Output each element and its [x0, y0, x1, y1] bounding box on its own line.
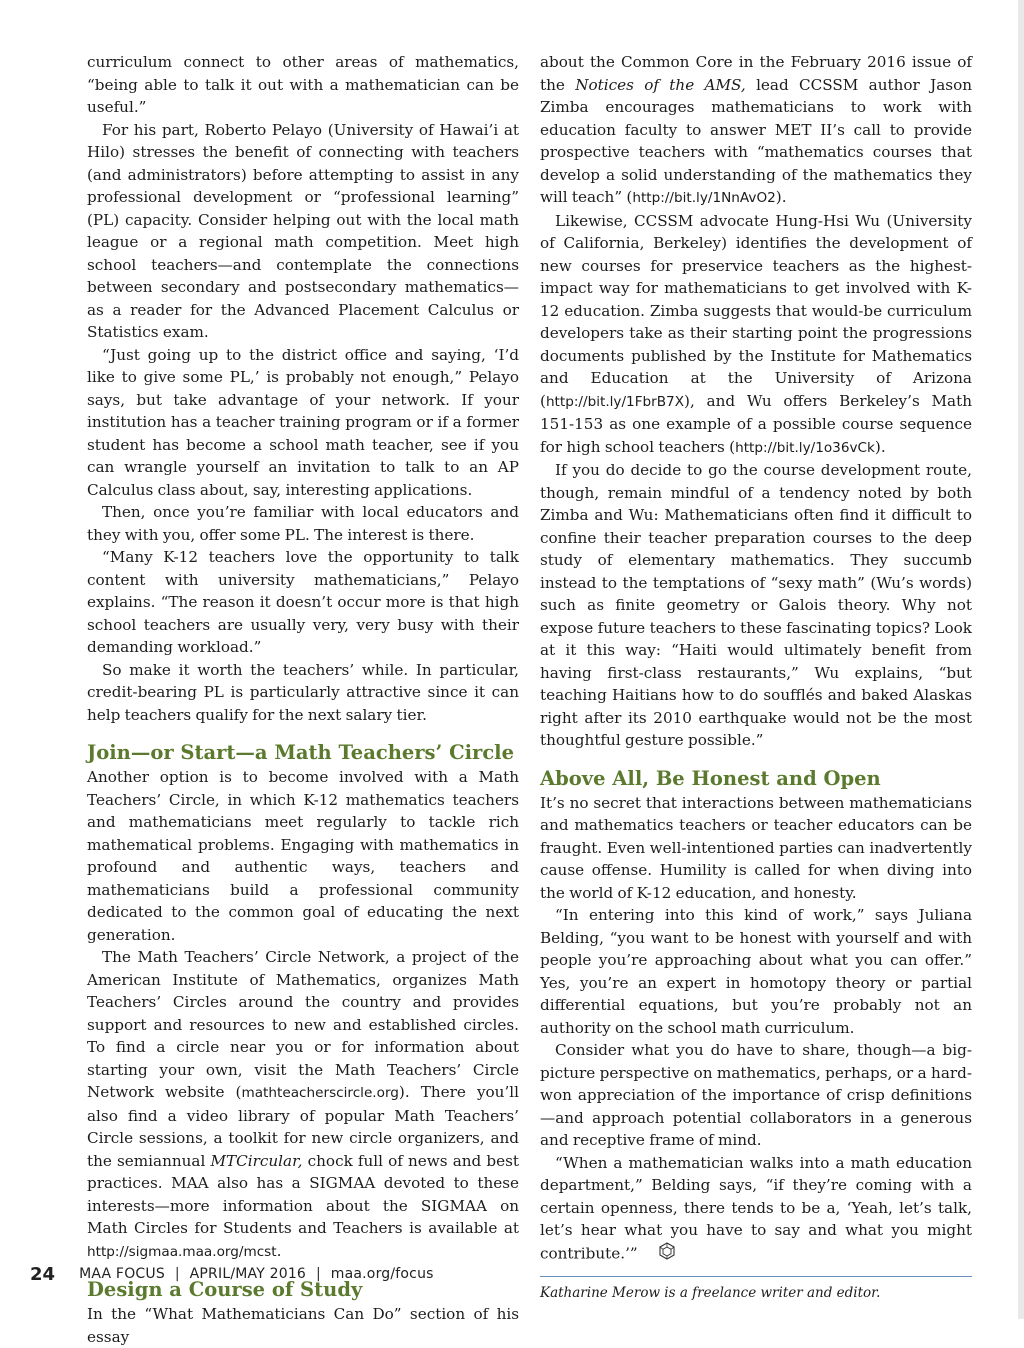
paragraph: “In entering into this kind of work,” says Juliana Belding, “you want to be honest with yourself and with people you’re approaching about what you can offer.” Yes, you’re an expert in homotopy theory or partial differential equations, but you’re probably not an authority on the school math curriculum.	[540, 906, 972, 1037]
page-number: 24	[30, 1263, 56, 1285]
paragraph: So make it worth the teachers’ while. In particular, credit-bearing PL is particularly attractive since it can help teachers qualify for the next salary tier.	[87, 660, 519, 724]
paragraph: If you do decide to go the course development route, though, remain mindful of a tendency noted by both Zimba and Wu: Mathematicians often find it difficult to confine their teacher preparation courses to the deep study of elementary mathematics. They succumb instead to the temptations of “sexy math” (Wu’s words) such as finite geometry or Galois theory. Why not expose future teachers to these fascinating topics? Look at it this way: “Haiti would ultimately benefit from having first-class restaurants,” Wu explains, “but teaching Haitians how to do soufflés and baked Alaskas right after its 2010 earthquake would not be the most thoughtful gesture possible.”	[540, 461, 972, 749]
text-span: The Math Teachers’ Circle Network, a project of the American Institute of Mathematics, organizes Math Teachers’ Circles around the country and provides support and resources to new and established circles. To find a circle near you or for information about starting your own, visit the Math Teachers’ Circle Network website (	[87, 948, 519, 1101]
paragraph: It’s no secret that interactions between mathematicians and mathematics teachers or teacher educators can be fraught. Even well-intentioned parties can inadvertently cause offense. Humility is called for when diving into the world of K-12 education, and honesty.	[540, 793, 972, 902]
paragraph: In the “What Mathematicians Can Do” section of his essay	[87, 1305, 519, 1346]
issue-date: APRIL/MAY 2016	[189, 1266, 307, 1282]
berkeley-course-link[interactable]: http://bit.ly/1o36vCk	[735, 439, 875, 456]
text-span: ). There you’ll also find a video library of popular Math Teachers’ Circle sessions, a toolkit for new circle organizers, and the semiannual	[87, 1083, 519, 1170]
left-column	[87, 51, 519, 1348]
paragraph	[540, 1152, 972, 1267]
text-span: ).	[775, 188, 787, 206]
met-ii-link[interactable]: http://bit.ly/1NnAvO2	[632, 190, 776, 206]
paragraph: curriculum connect to other areas of mathematics, “being able to talk it out with a mathematician can be useful.”	[87, 53, 519, 116]
paragraph: Another option is to become involved with a Math Teachers’ Circle, in which K-12 mathematics teachers and mathematicians meet regularly to tackle rich mathematical problems. Engaging with mathematics in profound and authentic ways, teachers and mathematicians build a professional community dedicated to the common goal of educating the next generation.	[87, 768, 519, 944]
progressions-link[interactable]: http://bit.ly/1FbrB7X	[545, 393, 685, 410]
paragraph: “Just going up to the district office and saying, ‘I’d like to give some PL,’ is probably not enough,” Pelayo says, but take advantage of your network. If your institution has a teacher training program or if a former student has become a school math teacher, see if you can wrangle yourself an invitation to talk to an AP Calculus class about, say, interesting applications.	[87, 345, 519, 499]
footer-separator: |	[174, 1266, 180, 1282]
publication-name: MAA FOCUS	[79, 1266, 165, 1282]
page-footer	[30, 1262, 434, 1286]
mtc-website-link[interactable]: mathteacherscircle.org	[241, 1085, 399, 1101]
footer-url-link[interactable]: maa.org/focus	[330, 1266, 434, 1282]
paragraph: Then, once you’re familiar with local educators and they with you, offer some PL. The interest is there.	[87, 503, 519, 544]
author-bio: Katharine Merow is a freelance writer and editor.	[540, 1285, 881, 1301]
maa-end-mark-icon	[643, 1242, 676, 1267]
text-span: ), and Wu offers Berkeley’s Math 151-153 as one example of a possible course sequence for high school teachers (	[540, 391, 972, 456]
section-heading-math-teachers-circle: Join—or Start—a Math Teachers’ Circle	[87, 741, 515, 764]
page-edge-shadow	[1018, 0, 1024, 1319]
text-span: lead CCSSM author Jason Zimba encourages mathematicians to work with education faculty to answer MET II’s call to provide prospective teachers with “mathematics courses that develop a solid understanding of the mathematics they will teach” (	[540, 75, 972, 206]
maa-end-mark-icon-svg	[658, 1242, 676, 1260]
text-span: chock full of news and best practices. MAA also has a SIGMAA devoted to these interests—more information about the SIGMAA on Math Circles for Students and Teachers is available at	[87, 1151, 519, 1237]
text-span: .	[276, 1241, 282, 1260]
section-heading-honest-open: Above All, Be Honest and Open	[540, 766, 881, 790]
paragraph	[87, 946, 519, 1263]
paragraph: “Many K-12 teachers love the opportunity to talk content with university mathematicians,” Pelayo explains. “The reason it doesn’t occur more is that high school teachers are usually very, very busy with their demanding workload.”	[87, 548, 519, 656]
text-span: ).	[874, 437, 886, 456]
footer-separator: |	[316, 1266, 321, 1282]
sigmaa-link[interactable]: http://sigmaa.maa.org/mcst	[87, 1243, 277, 1260]
bio-divider	[540, 1276, 972, 1277]
text-span: about the Common Core in the February 2016 issue of the	[540, 53, 972, 94]
section-heading-design-course: Design a Course of Study	[87, 1278, 363, 1301]
mtcircular-title: MTCircular,	[210, 1151, 303, 1170]
paragraph	[540, 210, 972, 460]
paragraph	[540, 51, 972, 210]
paragraph: For his part, Roberto Pelayo (University of Hawai’i at Hilo) stresses the benefit of connecting with teachers (and administrators) before attempting to assist in any professional development or “professional learning” (PL) capacity. Consider helping out with the local math league or a regional math competition. Meet high school teachers—and contemplate the connections between secondary and postsecondary mathematics—as a reader for the Advanced Placement Calculus or Statistics exam.	[87, 120, 519, 341]
text-span: Likewise, CCSSM advocate Hung-Hsi Wu (University of California, Berkeley) identifies the development of new courses for preservice teachers as the highest-impact way for mathematicians to get involved with K-12 education. Zimba suggests that would-be curriculum developers take as their starting point the progressions documents published by the Institute for Mathematics and Education at the University of Arizona (	[540, 211, 972, 410]
right-column	[540, 51, 972, 1303]
notices-ams-title: Notices of the AMS,	[575, 75, 746, 94]
paragraph: Consider what you do have to share, though—a big-picture perspective on mathematics, perhaps, or a hard-won appreciation of the importance of crisp definitions—and approach potential collaborators in a generous and receptive frame of mind.	[540, 1041, 972, 1149]
text-span: “When a mathematician walks into a math education department,” Belding says, “if they’re coming with a certain openness, there tends to be a, ‘Yeah, let’s talk, let’s hear what you have to say and what you might contribute.’”	[540, 1153, 972, 1262]
